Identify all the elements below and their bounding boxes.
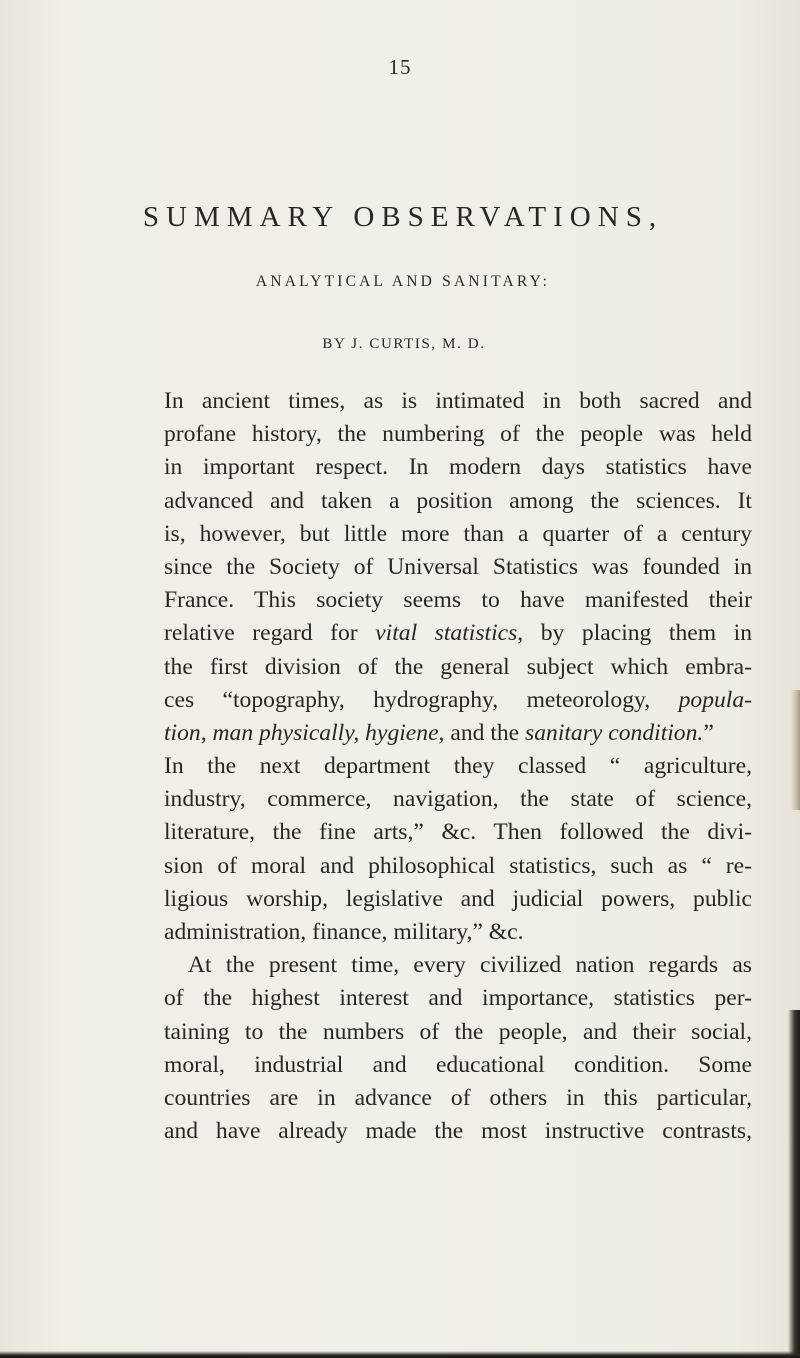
page-edge-shadow [0,1351,800,1358]
article-title: SUMMARY OBSERVATIONS, [142,201,664,233]
text-line: literature, the fine arts,” &c. Then followed the divi- [164,819,752,846]
text-line: ces “topography, hydrography, meteorology, popula- [164,686,752,713]
text-line: countries are in advance of others in this particular, [164,1084,752,1111]
text-line: since the Society of Universal Statistics was founded in [164,553,752,580]
text-line: relative regard for vital statistics, by placing them in [164,620,752,647]
text-line: France. This society seems to have manifested their [164,587,752,614]
text-line: advanced and taken a position among the sciences. It [164,487,752,514]
text-line: of the highest interest and importance, statistics per- [164,985,752,1012]
text-line: administration, finance, military,” &c. [164,919,524,945]
text-line: is, however, but little more than a quarter of a century [164,520,752,547]
text-line: ligious worship, legislative and judicial powers, public [164,885,752,912]
text-line: industry, commerce, navigation, the state of science, [164,786,752,813]
text-line: tion, man physically, hygiene, and the sanitary condition.” [164,719,714,746]
page-number: 15 [388,55,412,79]
page-edge-shadow [791,690,800,810]
text-line: profane history, the numbering of the people was held [164,421,752,448]
text-line: sion of moral and philosophical statistics, such as “ re- [164,852,752,879]
text-line: in important respect. In modern days statistics have [164,454,752,481]
text-line: In ancient times, as is intimated in both sacred and [164,388,752,414]
body-text [164,385,752,1148]
text-line: the first division of the general subject which embra- [164,653,752,680]
text-line: In the next department they classed “ agriculture, [164,753,752,780]
text-line: and have already made the most instructive contrasts, [164,1118,752,1145]
text-line: At the present time, every civilized nation regards as [188,952,752,979]
author-byline: BY J. CURTIS, M. D. [322,336,486,352]
text-line: moral, industrial and educational condition. Some [164,1051,752,1078]
article-subtitle: ANALYTICAL AND SANITARY: [255,273,551,290]
page-edge-shadow [788,1010,800,1358]
text-line: taining to the numbers of the people, and their social, [164,1018,752,1045]
